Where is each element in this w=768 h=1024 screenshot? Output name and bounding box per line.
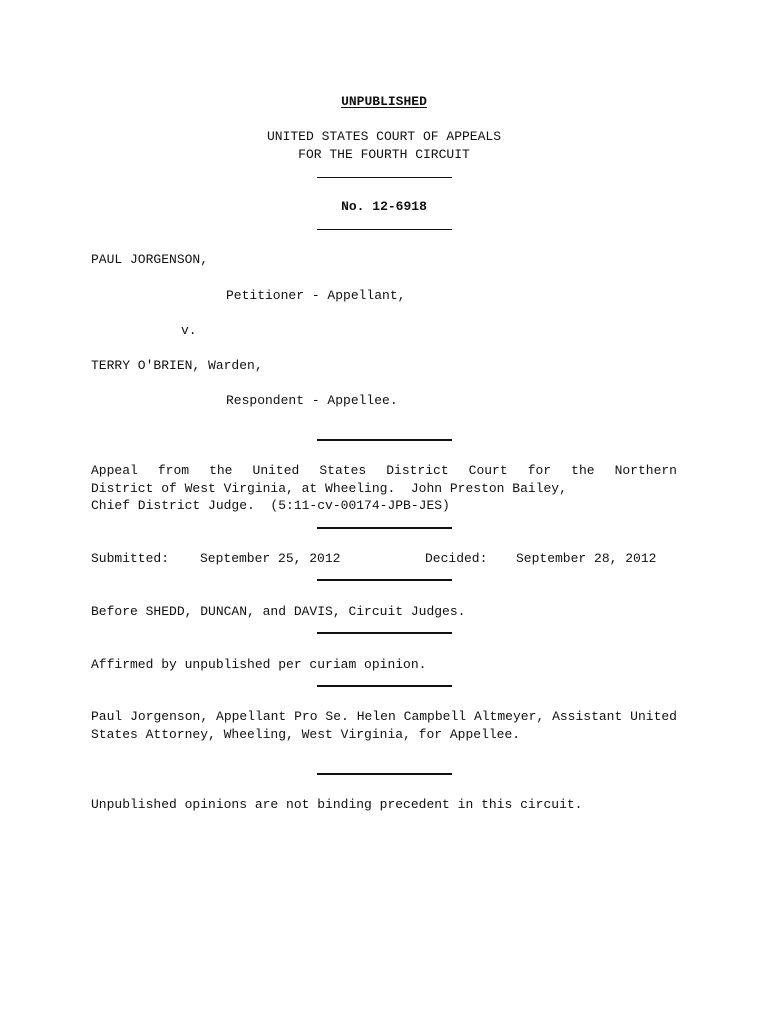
decided-label: Decided:: [425, 551, 488, 566]
submitted-label: Submitted:: [91, 551, 170, 566]
court-name-line1: UNITED STATES COURT OF APPEALS: [266, 129, 502, 144]
divider: [317, 579, 452, 581]
case-number: No. 12-6918: [341, 199, 427, 214]
decided-date: September 28, 2012: [516, 551, 657, 566]
unpublished-heading: UNPUBLISHED: [341, 94, 427, 109]
divider: [317, 773, 452, 775]
court-name-line2: FOR THE FOURTH CIRCUIT: [298, 147, 470, 162]
panel-judges: Before SHEDD, DUNCAN, and DAVIS, Circuit Judges.: [91, 604, 466, 619]
submitted-date: September 25, 2012: [200, 551, 341, 566]
divider: [317, 685, 452, 687]
respondent-name: TERRY O'BRIEN, Warden,: [91, 358, 263, 373]
disposition: Affirmed by unpublished per curiam opinion.: [91, 657, 427, 672]
counsel-paragraph: Paul Jorgenson, Appellant Pro Se. Helen Campbell Altmeyer, Assistant United States Attorney, Wheeling, West Virginia, for Appellee.: [91, 709, 677, 742]
appeal-line-3: Chief District Judge. (5:11-cv-00174-JPB-JES): [91, 498, 450, 513]
petitioner-name: PAUL JORGENSON,: [91, 252, 209, 267]
precedent-note: Unpublished opinions are not binding precedent in this circuit.: [91, 797, 583, 812]
divider: [317, 632, 452, 634]
divider: [317, 177, 452, 178]
versus: v.: [181, 323, 197, 338]
divider: [317, 527, 452, 529]
divider: [317, 439, 452, 441]
appeal-line-1: Appeal from the United States District Court for the Northern: [91, 463, 677, 478]
respondent-role: Respondent - Appellee.: [226, 393, 398, 408]
petitioner-role: Petitioner - Appellant,: [226, 288, 406, 303]
appeal-line-2: District of West Virginia, at Wheeling. John Preston Bailey,: [91, 481, 567, 496]
divider: [317, 229, 452, 230]
